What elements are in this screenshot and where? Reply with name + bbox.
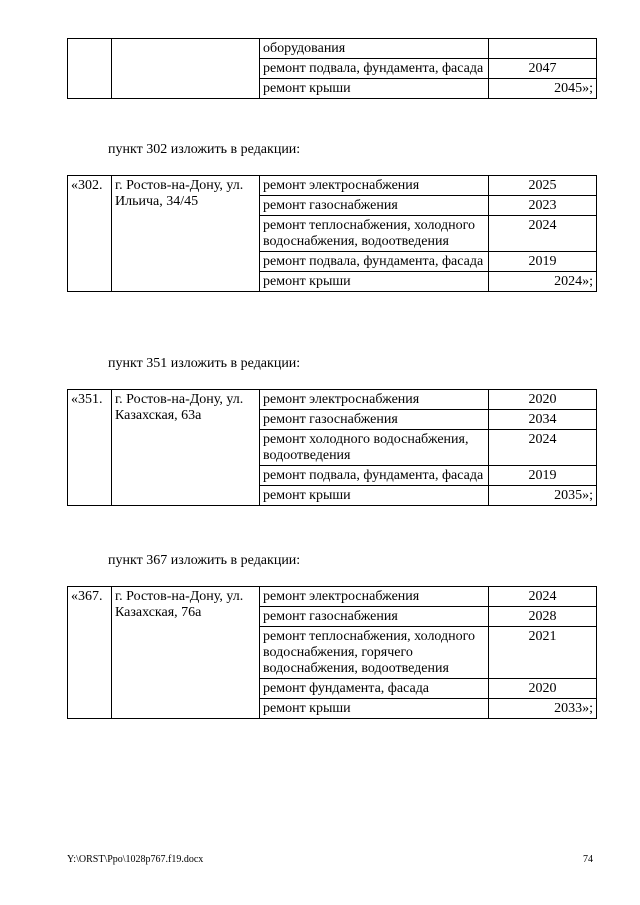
work-cell: ремонт электроснабжения [260,176,489,196]
work-cell: ремонт подвала, фундамента, фасада [260,466,489,486]
year-cell: 2045»; [489,79,597,99]
year-cell: 2019 [489,466,597,486]
work-cell: ремонт крыши [260,699,489,719]
work-cell: ремонт крыши [260,272,489,292]
year-cell: 2024»; [489,272,597,292]
address-cell [112,39,260,99]
item-address: г. Ростов-на-Дону, ул. Казахская, 63а [112,390,260,506]
year-cell: 2021 [489,627,597,679]
year-cell: 2024 [489,430,597,466]
item-number: «351. [68,390,112,506]
year-cell: 2047 [489,59,597,79]
year-cell [489,39,597,59]
footer-file-path: Y:\ORST\Ppo\1028p767.f19.docx [67,854,204,865]
work-cell: ремонт холодного водоснабжения, водоотведения [260,430,489,466]
table-item-351 [67,389,597,506]
work-cell: ремонт подвала, фундамента, фасада [260,252,489,272]
year-cell: 2034 [489,410,597,430]
work-cell: ремонт электроснабжения [260,390,489,410]
year-cell: 2035»; [489,486,597,506]
footer-page-number: 74 [583,854,593,865]
table-row [68,390,597,410]
section-heading-302: пункт 302 изложить в редакции: [108,142,301,157]
table-item-367 [67,586,597,719]
work-cell: ремонт газоснабжения [260,410,489,430]
work-cell: оборудования [260,39,489,59]
section-heading-367: пункт 367 изложить в редакции: [108,553,301,568]
section-heading-351: пункт 351 изложить в редакции: [108,356,301,371]
table-continuation [67,38,597,99]
item-address: г. Ростов-на-Дону, ул. Казахская, 76а [112,587,260,719]
year-cell: 2019 [489,252,597,272]
item-number: «367. [68,587,112,719]
work-cell: ремонт электроснабжения [260,587,489,607]
item-number: «302. [68,176,112,292]
table-item-302 [67,175,597,292]
work-cell: ремонт газоснабжения [260,196,489,216]
year-cell: 2033»; [489,699,597,719]
work-cell: ремонт газоснабжения [260,607,489,627]
item-address: г. Ростов-на-Дону, ул. Ильича, 34/45 [112,176,260,292]
year-cell: 2025 [489,176,597,196]
work-cell: ремонт теплоснабжения, холодного водоснабжения, горячего водоснабжения, водоотведения [260,627,489,679]
year-cell: 2024 [489,216,597,252]
work-cell: ремонт крыши [260,79,489,99]
table-row [68,587,597,607]
work-cell: ремонт фундамента, фасада [260,679,489,699]
work-cell: ремонт подвала, фундамента, фасада [260,59,489,79]
work-cell: ремонт теплоснабжения, холодного водоснабжения, водоотведения [260,216,489,252]
year-cell: 2028 [489,607,597,627]
table-row [68,176,597,196]
year-cell: 2020 [489,679,597,699]
year-cell: 2020 [489,390,597,410]
year-cell: 2024 [489,587,597,607]
number-cell [68,39,112,99]
table-row [68,39,597,59]
work-cell: ремонт крыши [260,486,489,506]
year-cell: 2023 [489,196,597,216]
